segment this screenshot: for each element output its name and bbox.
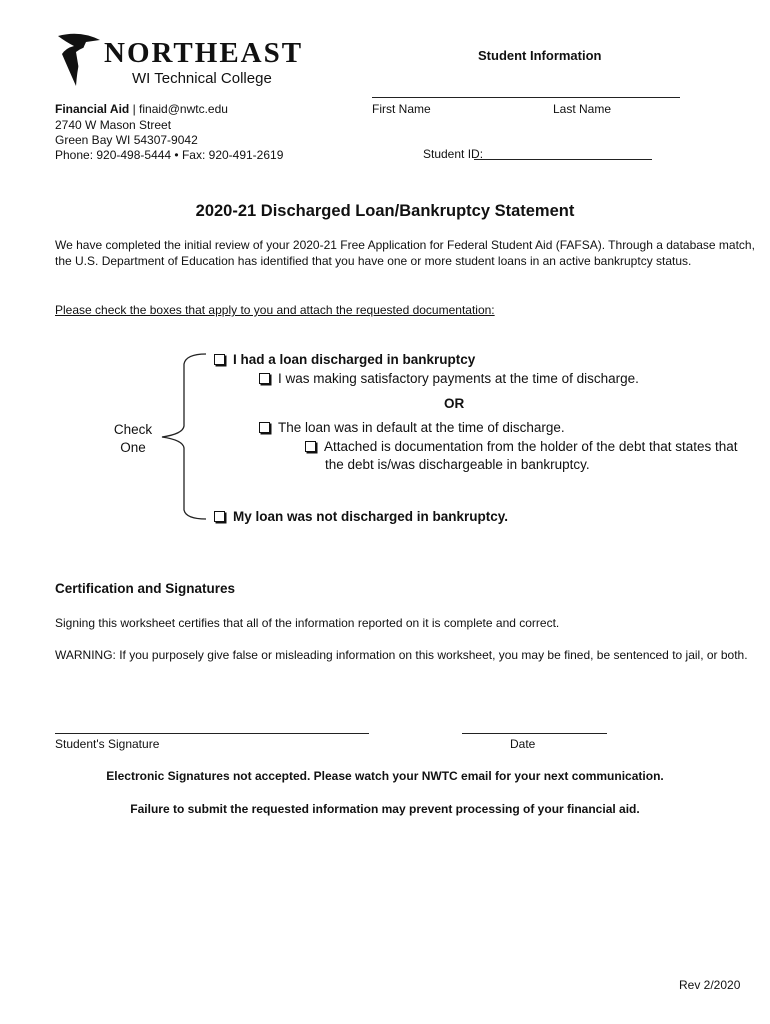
electronic-signature-note: Electronic Signatures not accepted. Please watch your NWTC email for your next communication.	[106, 769, 664, 783]
student-id-label: Student ID:	[423, 147, 484, 161]
college-logo	[56, 32, 306, 92]
option-not-discharged-label: My loan was not discharged in bankruptcy.	[233, 509, 509, 524]
office-name: Financial Aid	[55, 102, 130, 116]
office-line	[55, 101, 228, 117]
address-line-2: Green Bay WI 54307-9042	[55, 133, 198, 147]
instruction-text: Please check the boxes that apply to you and attach the requested documentation:	[55, 303, 495, 317]
revision-label: Rev 2/2020	[679, 978, 741, 992]
date-line[interactable]	[462, 733, 607, 734]
option-satisfactory-label: I was making satisfactory payments at the time of discharge.	[278, 371, 639, 386]
logo-sub-text: WI Technical College	[132, 70, 272, 87]
option-not-discharged[interactable]	[214, 508, 508, 526]
or-separator: OR	[444, 396, 465, 411]
option-default[interactable]	[259, 419, 565, 437]
option-attached[interactable]	[305, 438, 738, 456]
option-satisfactory[interactable]	[259, 370, 639, 388]
last-name-label: Last Name	[553, 102, 612, 116]
logo-emblem-icon	[56, 32, 102, 90]
first-name-label: First Name	[372, 102, 431, 116]
warning-text: WARNING: If you purposely give false or misleading information on this worksheet, you may be fined, be sentenced to jail, or both.	[55, 648, 748, 662]
address-line-1: 2740 W Mason Street	[55, 118, 172, 132]
check-one-bracket	[158, 350, 208, 525]
certification-heading: Certification and Signatures	[55, 581, 236, 596]
certification-statement: Signing this worksheet certifies that all of the information reported on it is complete and correct.	[55, 616, 560, 630]
failure-note: Failure to submit the requested information may prevent processing of your financial aid.	[130, 802, 640, 816]
intro-line-2: the U.S. Department of Education has identified that you have one or more student loans in an active bankruptcy status.	[55, 254, 692, 268]
checkbox-satisfactory[interactable]	[259, 373, 270, 384]
checkbox-attached[interactable]	[305, 441, 316, 452]
option-discharged-label: I had a loan discharged in bankruptcy	[233, 352, 476, 367]
separator: |	[132, 102, 140, 116]
signature-label: Student's Signature	[55, 737, 160, 751]
option-attached-label-2: the debt is/was dischargeable in bankruptcy.	[325, 457, 590, 472]
option-attached-label-1: Attached is documentation from the holder of the debt that states that	[324, 439, 738, 454]
checkbox-discharged[interactable]	[214, 354, 225, 365]
option-default-label: The loan was in default at the time of discharge.	[278, 420, 565, 435]
office-email: finaid@nwtc.edu	[139, 102, 228, 116]
logo-main-text: NORTHEAST	[104, 37, 304, 69]
phone-fax: Phone: 920-498-5444 • Fax: 920-491-2619	[55, 148, 284, 162]
page-title: 2020-21 Discharged Loan/Bankruptcy Statement	[195, 202, 575, 220]
checkbox-not-discharged[interactable]	[214, 511, 225, 522]
date-label: Date	[510, 737, 536, 751]
signature-line[interactable]	[55, 733, 369, 734]
name-field-line[interactable]	[372, 97, 680, 98]
one-word: One	[120, 440, 146, 455]
student-id-field-line[interactable]	[474, 159, 652, 160]
student-info-heading: Student Information	[478, 48, 602, 63]
checkbox-default[interactable]	[259, 422, 270, 433]
intro-line-1: We have completed the initial review of your 2020-21 Free Application for Federal Student Aid (FAFSA). Through a database match,	[55, 238, 755, 252]
option-discharged[interactable]	[214, 351, 475, 369]
check-one-label	[108, 421, 158, 457]
check-word: Check	[113, 422, 153, 437]
